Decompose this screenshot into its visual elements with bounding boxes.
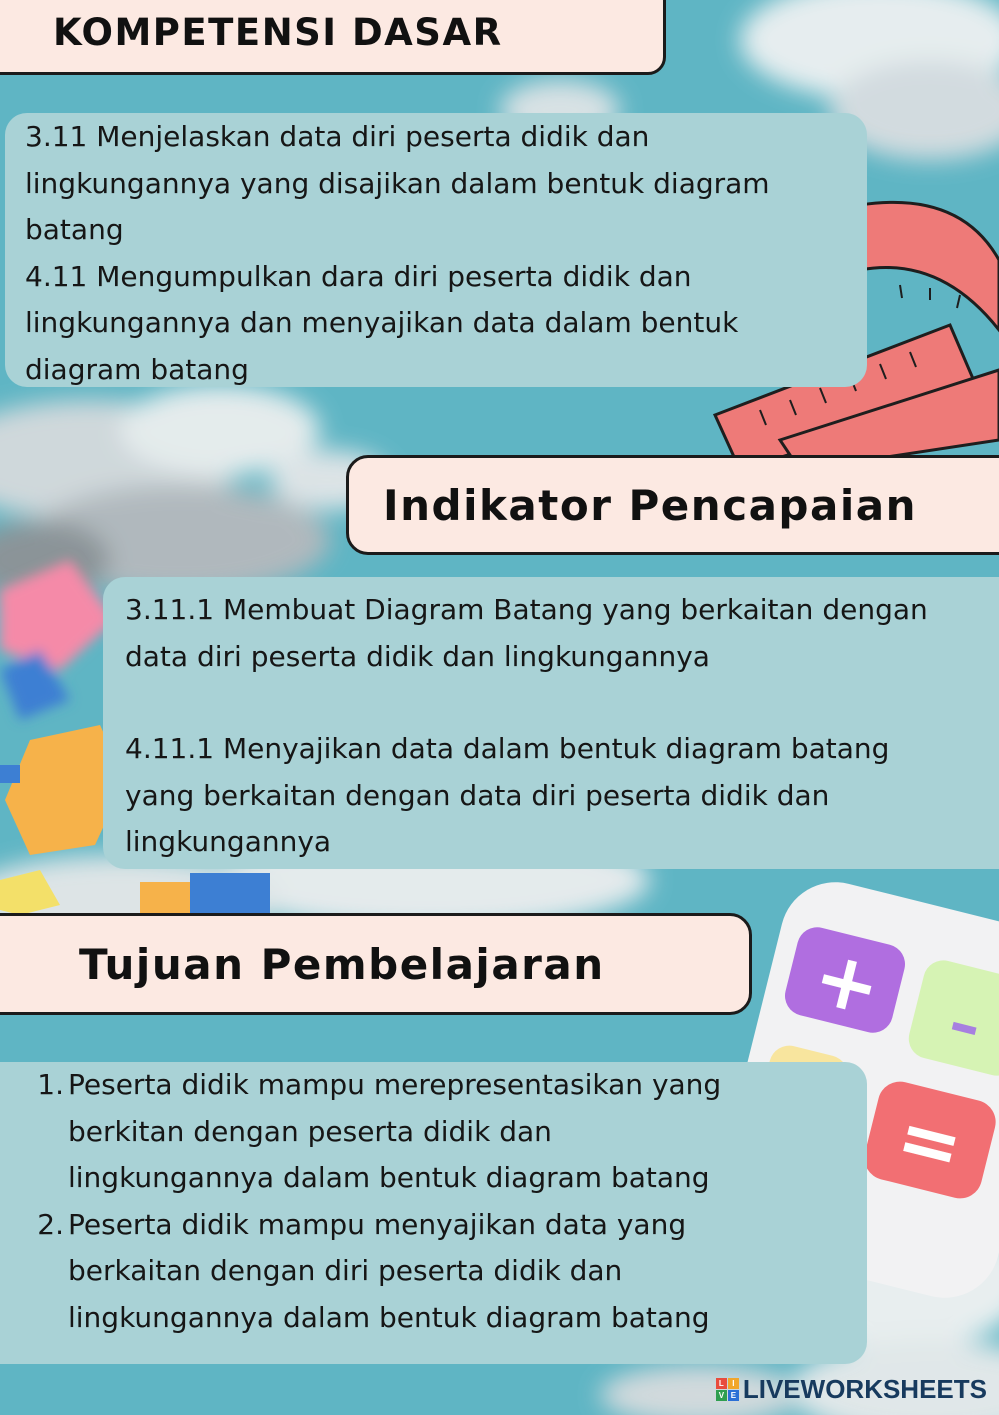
tujuan-panel: [0, 1062, 867, 1364]
calc-minus-icon: –: [941, 987, 989, 1063]
liveworksheets-logo-text: LIVEWORKSHEETS: [742, 1374, 987, 1404]
indikator-panel: [103, 577, 999, 869]
calc-equals-icon: =: [888, 1090, 972, 1193]
list-number: 1.: [37, 1068, 64, 1101]
list-number: 2.: [37, 1207, 64, 1241]
tujuan-list-item: [18, 1062, 867, 1202]
tujuan-line: lingkungannya dalam bentuk diagram batang: [68, 1161, 710, 1194]
indikator-line: 3.11.1 Membuat Diagram Batang yang berkaitan dengan: [125, 593, 928, 626]
tujuan-line: Peserta didik mampu merepresentasikan yang: [68, 1068, 722, 1101]
logo-letter: L: [716, 1378, 727, 1389]
tujuan-list: [18, 1062, 867, 1341]
logo-letter: V: [716, 1390, 727, 1401]
logo-letter: E: [728, 1390, 739, 1401]
indikator-line: lingkungannya: [125, 825, 332, 858]
tujuan-line: lingkungannya dalam bentuk diagram batang: [68, 1300, 710, 1334]
indikator-pencapaian-title: Indikator Pencapaian: [383, 480, 917, 530]
liveworksheets-logo[interactable]: [716, 1374, 987, 1405]
kd-line: lingkungannya yang disajikan dalam bentuk diagram: [25, 166, 770, 200]
tujuan-line: berkaitan dengan diri peserta didik dan: [68, 1254, 623, 1287]
kompetensi-dasar-header: [0, 0, 666, 75]
indikator-pencapaian-header: [346, 455, 999, 555]
liveworksheets-logo-icon: [716, 1378, 739, 1401]
tujuan-list-item: [18, 1202, 867, 1342]
tujuan-line: Peserta didik mampu menyajikan data yang: [68, 1207, 687, 1241]
logo-letter: I: [728, 1378, 739, 1389]
kompetensi-dasar-title: KOMPETENSI DASAR: [53, 11, 503, 54]
indikator-line: yang berkaitan dengan data diri peserta didik dan: [125, 778, 830, 812]
kd-line: 3.11 Menjelaskan data diri peserta didik dan: [25, 120, 650, 153]
indikator-line: 4.11.1 Menyajikan data dalam bentuk diagram batang: [125, 732, 890, 765]
kd-line: lingkungannya dan menyajikan data dalam bentuk: [25, 306, 739, 339]
tujuan-pembelajaran-header: [0, 913, 752, 1015]
indikator-line: data diri peserta didik dan lingkungannya: [125, 639, 710, 673]
kompetensi-dasar-panel: [5, 113, 867, 387]
tujuan-pembelajaran-title: Tujuan Pembelajaran: [79, 939, 605, 989]
kd-line: 4.11 Mengumpulkan dara diri peserta didik dan: [25, 259, 692, 293]
tujuan-line: berkitan dengan peserta didik dan: [68, 1114, 552, 1148]
kd-line: diagram batang: [25, 352, 249, 386]
kd-line: batang: [25, 213, 124, 246]
calc-plus-icon: +: [804, 931, 890, 1035]
